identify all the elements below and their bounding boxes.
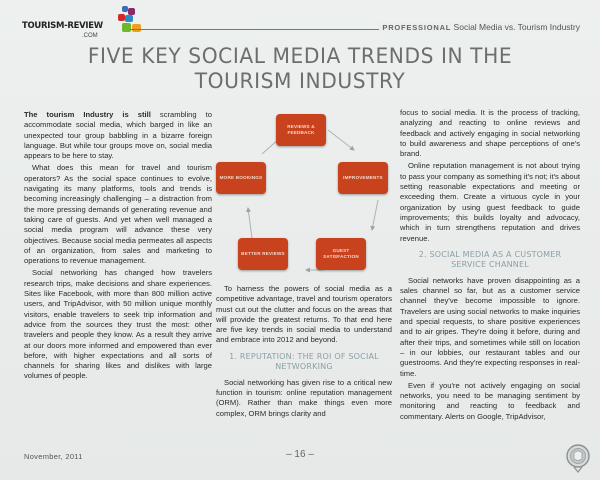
paragraph: Online reputation management is not about trying to pass your company as something it's not; it's about setting reasonable expectations and meeting or exceeding them. Create a virtuous cycle in your organization by using guest feedback to guide improvements; this builds loyalty and advocacy, which in turn strengthens reputation and drives revenue. bbox=[400, 161, 580, 243]
paragraph: What does this mean for travel and tourism operators? As the social space continues to evolve, navigating its many platforms, tools and trends is becoming increasingly challenging – a distraction from the more pressing demands of generating revenue and taking care of guests. And yet when well managed a social media program will advance these very objectives. Because social media permeates all aspects of an organization, from sales and marketing to operations to revenue management. bbox=[24, 163, 212, 266]
page-number: – 16 – bbox=[286, 449, 314, 460]
tourism-review-logo[interactable] bbox=[22, 4, 142, 44]
node-more-bookings: MORE BOOKINGS bbox=[216, 162, 266, 194]
logo-wordmark: TOURISM-REVIEW bbox=[22, 21, 103, 31]
virtuous-cycle-diagram bbox=[219, 108, 392, 278]
node-better-reviews: BETTER REVIEWS bbox=[238, 238, 288, 270]
node-reviews-feedback: REVIEWS & FEEDBACK bbox=[276, 114, 326, 146]
lead-in: The tourism Industry is still bbox=[24, 110, 151, 119]
section-label: PROFESSIONAL bbox=[382, 23, 452, 32]
subheading-customer-service: 2. SOCIAL MEDIA AS A CUSTOMER SERVICE CHANNEL bbox=[418, 249, 562, 269]
globe-badge-icon bbox=[565, 443, 591, 473]
paragraph: Social networks have proven disappointing as a sales channel so far, but as a customer service channel they've become impossible to ignore. Travelers are using social networks to make inquiries and special requests, to share positive experiences and to air gripes. They're doing it before, during and after their trips, and sometimes while still on location – in our lobbies, our restaurant tables and our guestrooms. And they're expecting responses in real-time. bbox=[400, 275, 580, 378]
title-line-1: FIVE KEY SOCIAL MEDIA TRENDS IN THE bbox=[87, 44, 513, 69]
article-column-1 bbox=[24, 110, 212, 384]
article-title bbox=[18, 44, 582, 94]
logo-domain: .COM bbox=[82, 33, 98, 39]
subheading-reputation: 1. REPUTATION: THE ROI OF SOCIAL NETWORKING bbox=[229, 351, 379, 371]
paragraph: The tourism Industry is still scrambling to accommodate social media, which barged in like an unexpected tour group babbling in a bizarre foreign language. But while tour groups move on, social media appears to be here to stay. bbox=[24, 110, 212, 161]
issue-date: November, 2011 bbox=[24, 452, 83, 461]
article-column-2 bbox=[216, 284, 392, 421]
section-header bbox=[379, 22, 580, 32]
section-topic: Social Media vs. Tourism Industry bbox=[453, 22, 580, 32]
logo-blocks-icon bbox=[114, 6, 154, 36]
paragraph: Social networking has changed how travelers research trips, make decisions and share experiences. Sites like Facebook, with more than 800 million active users, and TripAdvisor, with 50 million unique monthly visitors, enable travelers to seek trip information and advice from the sources they trust the most: other travelers and people they know. As a result they arrive at our doors more informed and empowered than ever before, with higher expectations and all sorts of channels for sharing likes and dislikes with large volumes of people. bbox=[24, 268, 212, 381]
node-guest-satisfaction: GUEST SATISFACTION bbox=[316, 238, 366, 270]
paragraph: focus to social media. It is the process of tracking, analyzing and reacting to online reviews and feedback and actively engaging in social networking to build awareness and shape perceptions of one's brand. bbox=[400, 108, 580, 159]
paragraph: Social networking has given rise to a critical new function in tourism: online reputation management (ORM). Rather than make things even more complex, ORM brings clarity and bbox=[216, 377, 392, 418]
node-improvements: IMPROVEMENTS bbox=[338, 162, 388, 194]
paragraph: Even if you're not actively engaging on social networks, you need to be managing sentiment by monitoring and reacting to feedback and commentary. Alerts on Google, TripAdvisor, bbox=[400, 380, 580, 421]
paragraph: To harness the powers of social media as a competitive advantage, travel and tourism operators must cut out the clutter and focus on the areas that will provide the greatest returns. To that end here are five key trends in social media to understand and embrace into 2012 and beyond. bbox=[216, 284, 392, 345]
article-column-3 bbox=[400, 108, 580, 424]
title-line-2: TOURISM INDUSTRY bbox=[194, 69, 406, 94]
